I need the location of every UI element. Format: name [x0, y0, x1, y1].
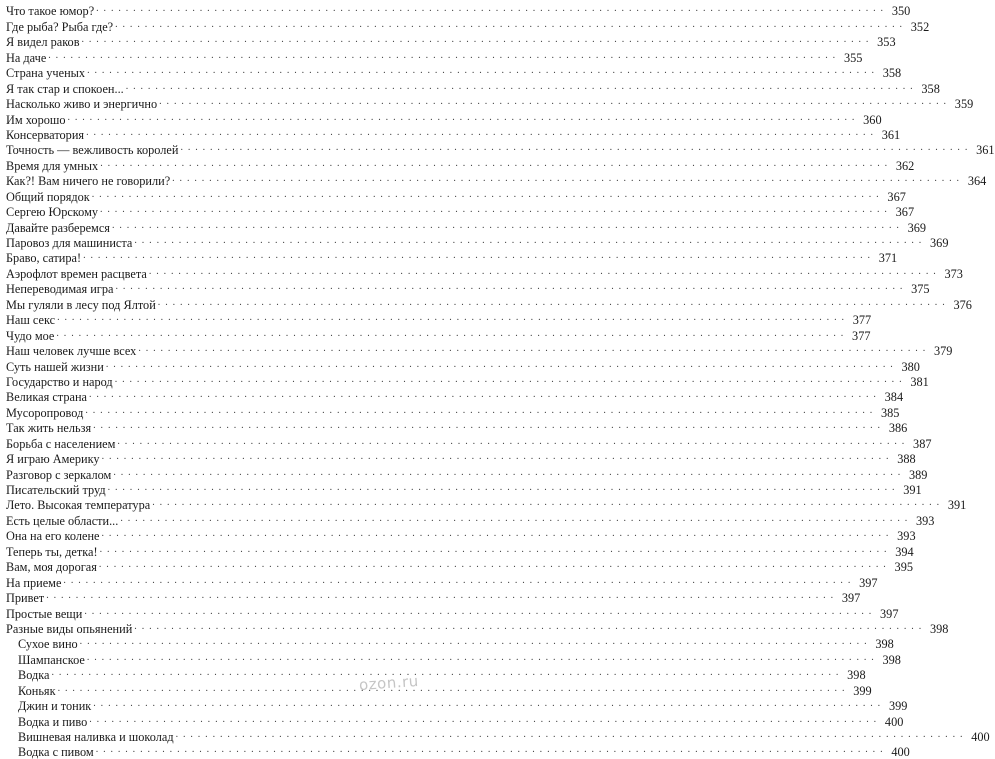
toc-page-number: 369 [930, 236, 949, 250]
toc-entry [6, 296, 972, 312]
toc-entry [6, 574, 878, 590]
dot-leader [52, 666, 840, 679]
toc-entry-title: Есть целые области... [6, 513, 119, 528]
toc-entry-title: Я видел раков [6, 35, 80, 50]
dot-leader [46, 589, 834, 602]
dot-leader [56, 327, 844, 340]
toc-entry [6, 343, 953, 359]
dot-leader [87, 64, 875, 77]
toc-page-number: 361 [976, 143, 995, 158]
toc-entry [6, 621, 949, 636]
toc-page-number: 375 [911, 282, 930, 297]
toc-entry-title: Чудо мое [6, 328, 55, 343]
toc-page-number: 377 [852, 328, 871, 343]
toc-page-number: 364 [967, 174, 987, 189]
dot-leader [126, 80, 914, 93]
toc-entry-title: Я так стар и спокоен... [6, 81, 124, 96]
toc-page-number: 367 [887, 189, 906, 204]
toc-entry [6, 265, 963, 281]
toc-entry-title: Мы гуляли в лесу под Ялтой [6, 297, 156, 312]
dot-leader [80, 635, 868, 648]
dot-leader [106, 358, 894, 371]
toc-entry [6, 188, 906, 204]
toc-page-number: 398 [882, 652, 901, 667]
dot-leader [108, 481, 896, 494]
toc-entry [6, 497, 967, 513]
toc-entry-title: Браво, сатира! [6, 251, 82, 266]
toc-page-number: 361 [881, 127, 901, 142]
dot-leader [89, 713, 877, 726]
dot-leader [87, 651, 875, 664]
toc-entry [6, 466, 928, 482]
toc-page-number: 371 [878, 251, 898, 266]
toc-entry [6, 65, 902, 81]
toc-entry-title: Наш секс [6, 313, 56, 328]
toc-page-number: 398 [929, 621, 949, 636]
toc-page-number: 380 [901, 359, 920, 374]
toc-entry [6, 482, 922, 497]
toc-entry-title: Она на его колене [6, 529, 100, 544]
toc-entry [6, 435, 932, 451]
dot-leader [117, 435, 905, 448]
toc-entry [6, 96, 974, 112]
toc-entry [6, 204, 915, 220]
dot-leader [115, 18, 903, 31]
toc-page-number: 398 [847, 668, 866, 683]
toc-entry-title: Писательский труд [6, 483, 106, 497]
toc-entry-title: Где рыба? Рыба где? [6, 19, 114, 34]
toc-page-number: 400 [884, 714, 904, 729]
toc-entry-title: Суть нашей жизни [6, 359, 104, 374]
toc-entry [6, 358, 920, 374]
toc-page-number: 369 [907, 220, 927, 235]
dot-leader [102, 527, 890, 540]
toc-entry-title: Шампанское [18, 652, 85, 667]
dot-leader [159, 95, 947, 108]
toc-subentry [6, 713, 904, 729]
table-of-contents [6, 3, 995, 759]
toc-entry [6, 250, 898, 266]
toc-entry-title: Водка [18, 668, 50, 683]
toc-entry [6, 590, 861, 606]
toc-entry-title: Привет [6, 591, 45, 606]
dot-leader [82, 33, 870, 46]
dot-leader [134, 620, 922, 633]
dot-leader [85, 404, 873, 417]
toc-entry-title: Я играю Америку [6, 452, 100, 467]
toc-entry [6, 404, 900, 420]
toc-page-number: 391 [947, 498, 967, 513]
toc-entry [6, 173, 987, 189]
toc-page-number: 398 [875, 637, 894, 652]
dot-leader [84, 605, 872, 618]
toc-entry-title: Водка и пиво [18, 714, 88, 729]
toc-page-number: 384 [884, 390, 904, 405]
toc-subentry [6, 651, 901, 667]
toc-entry [6, 34, 896, 50]
toc-entry-title: Страна ученых [6, 66, 86, 81]
toc-subentry [6, 744, 910, 759]
toc-page-number: 352 [910, 19, 930, 34]
toc-entry-title: Что такое юмор? [6, 4, 95, 19]
toc-entry-title: Общий порядок [6, 189, 90, 204]
toc-page-number: 393 [897, 529, 916, 544]
toc-entry-title: Коньяк [18, 683, 56, 698]
toc-entry [6, 49, 863, 65]
toc-page-number: 381 [910, 374, 929, 389]
dot-leader [172, 172, 960, 185]
toc-entry-title: Борьба с населением [6, 436, 116, 451]
toc-page-number: 355 [843, 50, 863, 65]
dot-leader [96, 2, 884, 15]
toc-entry-title: Аэрофлот времен расцвета [6, 266, 147, 281]
toc-entry [6, 142, 995, 158]
toc-entry [6, 528, 916, 544]
toc-entry [6, 389, 904, 405]
dot-leader [100, 543, 888, 556]
toc-entry [6, 543, 914, 559]
toc-entry [6, 18, 930, 34]
dot-leader [86, 126, 874, 139]
dot-leader [100, 157, 888, 170]
dot-leader [115, 373, 903, 386]
toc-page-number: 387 [913, 436, 932, 451]
dot-leader [89, 388, 877, 401]
dot-leader [48, 49, 836, 62]
toc-entry [6, 559, 913, 575]
toc-page-number: 397 [841, 591, 861, 606]
dot-leader [93, 419, 881, 432]
toc-entry [6, 127, 901, 142]
toc-entry-title: Вишневая наливка и шоколад [18, 730, 174, 744]
toc-page-number: 362 [895, 158, 915, 173]
toc-page-number: 359 [954, 97, 974, 112]
toc-entry [6, 420, 908, 436]
toc-page-number: 399 [853, 683, 872, 698]
toc-entry-title: Наш человек лучше всех [6, 344, 137, 359]
dot-leader [93, 697, 881, 710]
dot-leader [149, 265, 937, 278]
toc-entry [6, 374, 929, 389]
toc-page-number: 379 [933, 344, 953, 359]
toc-entry-title: Паровоз для машиниста [6, 236, 133, 250]
toc-entry [6, 80, 940, 96]
toc-page-number: 400 [891, 745, 910, 759]
toc-page-number: 376 [953, 297, 972, 312]
toc-entry-title: Теперь ты, детка! [6, 544, 98, 559]
dot-leader [134, 234, 922, 247]
toc-entry [6, 312, 872, 328]
toc-page-number: 397 [880, 606, 899, 621]
dot-leader [113, 466, 901, 479]
toc-entry [6, 3, 911, 19]
toc-page-number: 350 [891, 4, 911, 19]
toc-entry-title: Лето. Высокая температура [6, 498, 151, 513]
toc-entry-title: Консерватория [6, 127, 85, 142]
toc-entry [6, 512, 935, 528]
toc-page-number: 385 [881, 405, 900, 420]
toc-page-number: 377 [852, 313, 872, 328]
toc-page-number: 358 [882, 66, 902, 81]
dot-leader [67, 111, 855, 124]
toc-page-number: 399 [888, 699, 908, 714]
toc-entry [6, 281, 930, 297]
toc-entry [6, 327, 871, 343]
toc-page-number: 389 [908, 467, 928, 482]
toc-entry-title: Непереводимая игра [6, 282, 114, 297]
watermark-logo: ozon.ru [358, 671, 420, 695]
dot-leader [102, 450, 890, 463]
toc-entry-title: Точность — вежливость королей [6, 143, 179, 158]
toc-page-number: 358 [921, 81, 940, 96]
toc-entry-title: Сухое вино [18, 637, 78, 652]
toc-entry-title: Давайте разберемся [6, 220, 110, 235]
toc-entry [6, 219, 927, 235]
toc-page-number: 388 [897, 452, 916, 467]
toc-entry [6, 235, 949, 250]
toc-entry-title: На приеме [6, 575, 62, 590]
dot-leader [99, 558, 887, 571]
toc-entry-title: Великая страна [6, 390, 87, 405]
toc-subentry [6, 698, 908, 714]
dot-leader [96, 743, 884, 756]
toc-entry-title: Государство и народ [6, 374, 113, 389]
toc-entry-title: На даче [6, 50, 47, 65]
toc-entry-title: Время для умных [6, 158, 99, 173]
dot-leader [180, 141, 968, 154]
toc-entry-title: Джин и тоник [18, 699, 92, 714]
dot-leader [83, 249, 871, 262]
dot-leader [120, 512, 908, 525]
dot-leader [58, 682, 846, 695]
toc-subentry [6, 636, 894, 652]
toc-page-number: 397 [859, 575, 878, 590]
toc-entry-title: Насколько живо и энергично [6, 97, 158, 112]
toc-entry-title: Разговор с зеркалом [6, 467, 112, 482]
toc-page-number: 367 [895, 205, 915, 220]
dot-leader [63, 574, 851, 587]
dot-leader [57, 311, 845, 324]
toc-page-number: 373 [944, 266, 963, 281]
toc-entry [6, 451, 916, 467]
dot-leader [152, 496, 940, 509]
toc-subentry [6, 729, 990, 744]
toc-entry [6, 157, 915, 173]
dot-leader [92, 188, 880, 201]
dot-leader [115, 280, 903, 293]
toc-entry-title: Простые вещи [6, 606, 83, 621]
toc-page-number: 391 [903, 483, 922, 497]
dot-leader [112, 219, 900, 232]
dot-leader [158, 296, 946, 309]
dot-leader [100, 203, 888, 216]
toc-page-number: 400 [971, 730, 990, 744]
toc-page-number: 386 [888, 421, 908, 436]
toc-entry [6, 111, 882, 127]
dot-leader [138, 342, 926, 355]
toc-entry-title: Разные виды опьянений [6, 621, 133, 636]
toc-page-number: 360 [863, 112, 882, 127]
toc-entry-title: Сергею Юрскому [6, 205, 98, 220]
toc-entry-title: Так жить нельзя [6, 421, 92, 436]
toc-page-number: 395 [894, 560, 913, 575]
toc-entry-title: Мусоропровод [6, 405, 84, 420]
toc-entry-title: Им хорошо [6, 112, 66, 127]
toc-entry-title: Как?! Вам ничего не говорили? [6, 174, 171, 189]
dot-leader [176, 728, 964, 741]
toc-page-number: 393 [915, 513, 935, 528]
toc-entry-title: Вам, моя дорогая [6, 560, 97, 575]
toc-page-number: 353 [877, 35, 896, 50]
toc-page-number: 394 [895, 544, 914, 559]
toc-entry [6, 605, 899, 621]
toc-entry-title: Водка с пивом [18, 745, 94, 759]
